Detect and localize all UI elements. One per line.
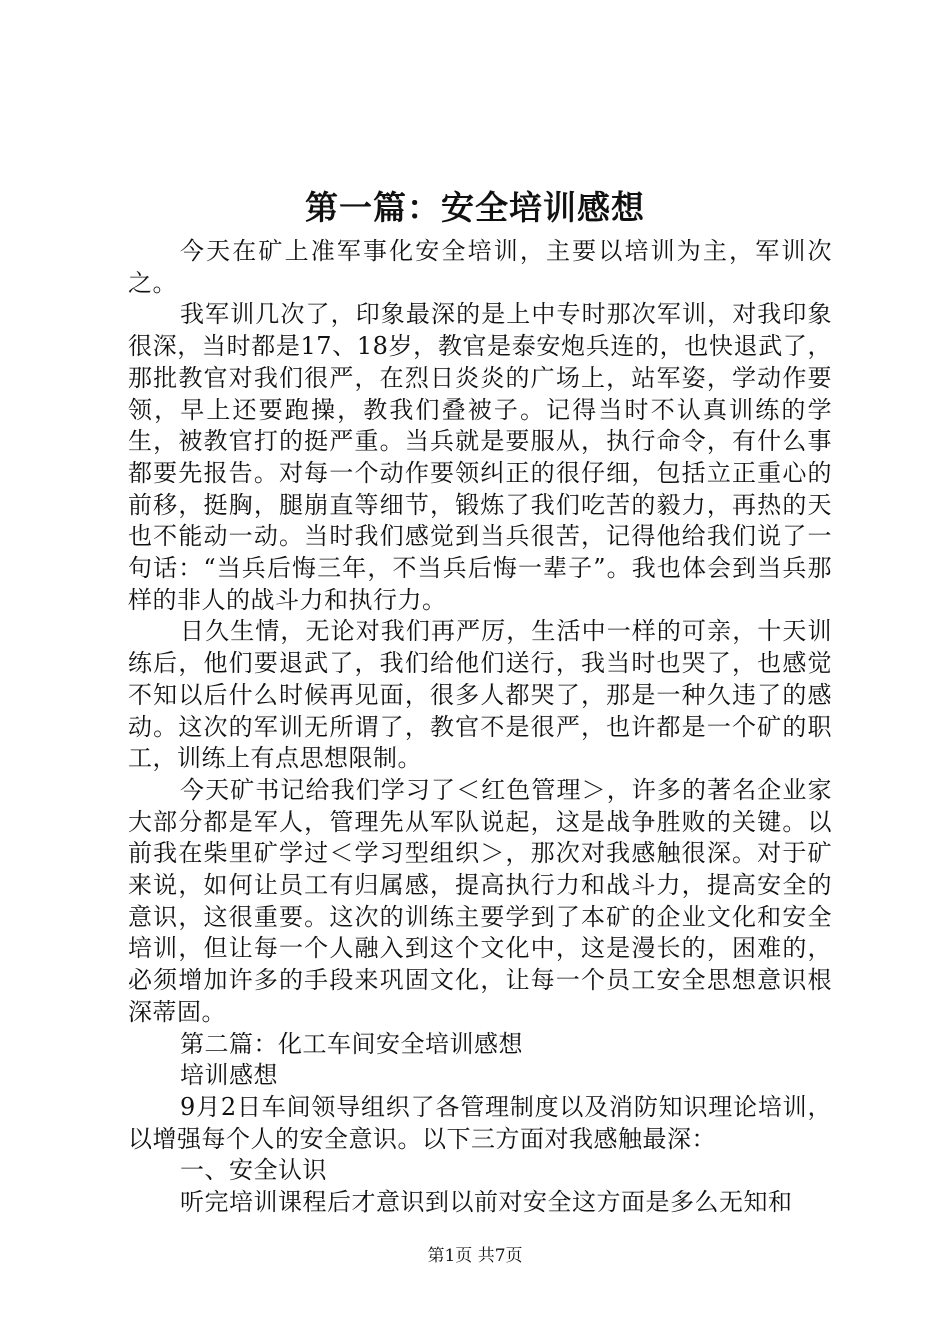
page-footer: 第1页 共7页 (427, 1246, 523, 1266)
document-title: 第一篇：安全培训感想 (305, 188, 645, 227)
paragraph-5: 9月2日车间领导组织了各管理制度以及消防知识理论培训，以增强每个人的安全意识。以下三方面对我感触最深： (128, 1092, 832, 1153)
paragraph-2: 我军训几次了，印象最深的是上中专时那次军训，对我印象很深，当时都是17、18岁，教官是泰安炮兵连的，也快退武了，那批教官对我们很严，在烈日炎炎的广场上，站军姿，学动作要领，早上还要跑操，教我们叠被子。记得当时不认真训练的学生，被教官打的挺严重。当兵就是要服从，执行命令，有什么事都要先报告。对每一个动作要领纠正的很仔细，包括立正重心的前移，挺胸，腿崩直等细节，锻炼了我们吃苦的毅力，再热的天也不能动一动。当时我们感觉到当兵很苦，记得他给我们说了一句话：“当兵后悔三年，不当兵后悔一辈子”。我也体会到当兵那样的非人的战斗力和执行力。 (128, 300, 832, 614)
subheading-training-thoughts: 培训感想 (180, 1061, 278, 1090)
document-body (128, 236, 832, 1219)
subheading-safety-awareness: 一、安全认识 (180, 1156, 327, 1185)
paragraph-4: 今天矿书记给我们学习了＜红色管理＞，许多的著名企业家大部分都是军人，管理先从军队说起，这是战争胜败的关键。以前我在柴里矿学过＜学习型组织＞，那次对我感触很深。对于矿来说，如何让员工有归属感，提高执行力和战斗力，提高安全的意识，这很重要。这次的训练主要学到了本矿的企业文化和安全培训，但让每一个人融入到这个文化中，这是漫长的，困难的，必须增加许多的手段来巩固文化，让每一个员工安全思想意识根深蒂固。 (128, 775, 832, 1026)
paragraph-6: 听完培训课程后才意识到以前对安全这方面是多么无知和 (180, 1188, 793, 1217)
section-heading-2: 第二篇：化工车间安全培训感想 (180, 1029, 523, 1058)
paragraph-1: 今天在矿上准军事化安全培训，主要以培训为主，军训次之。 (128, 237, 832, 297)
paragraph-3: 日久生情，无论对我们再严厉，生活中一样的可亲，十天训练后，他们要退武了，我们给他们送行，我当时也哭了，也感觉不知以后什么时候再见面，很多人都哭了，那是一种久违了的感动。这次的军训无所谓了，教官不是很严，也许都是一个矿的职工，训练上有点思想限制。 (128, 617, 832, 773)
